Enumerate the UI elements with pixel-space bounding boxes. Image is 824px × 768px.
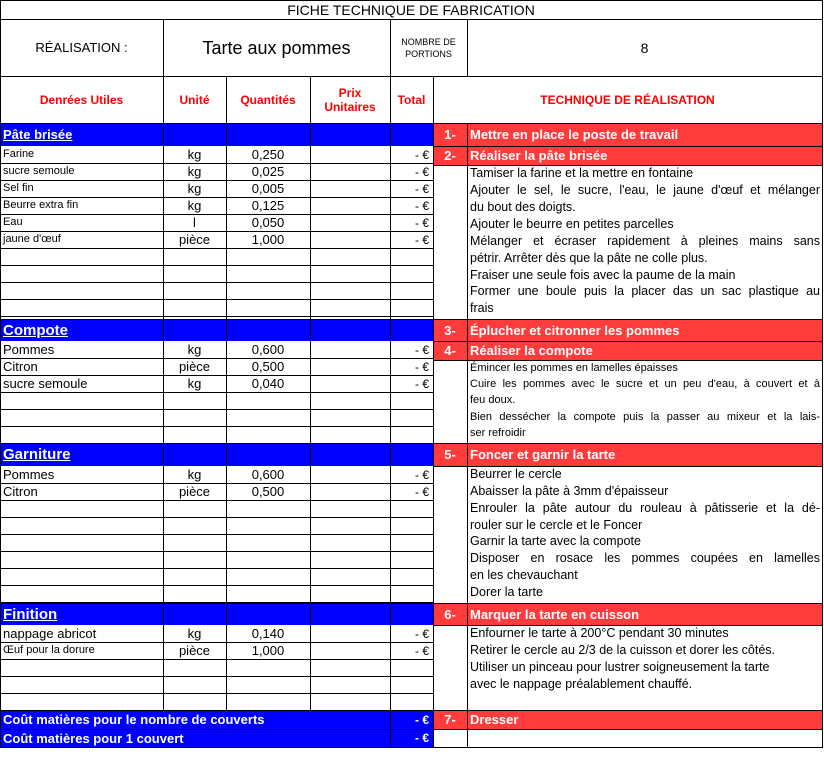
ingredient-unit: kg [187, 164, 202, 179]
header-technique: TECHNIQUE DE RÉALISATION [540, 92, 715, 107]
ingredient-unit: kg [187, 198, 202, 213]
instruction-line: ser refroidir [470, 427, 526, 440]
grid-line [0, 676, 434, 677]
instruction-line: Tamiser la farine et la mettre en fontaine [470, 166, 694, 181]
ingredient-name: Citron [3, 359, 38, 374]
instruction-line: Enfourner le tarte à 200°C pendant 30 minutes [470, 626, 729, 641]
header-total: Total [397, 92, 426, 107]
ingredient-name: Eau [3, 216, 23, 228]
step-label-7: Dresser [467, 710, 822, 729]
grid-line [310, 76, 311, 124]
grid-line [433, 165, 823, 166]
grid-line [0, 76, 823, 77]
section-title-0: Pâte brisée [0, 123, 163, 146]
grid-line [433, 319, 823, 320]
cout-total-value: - € [390, 710, 433, 729]
ingredient-qty: 1,000 [251, 643, 285, 658]
ingredient-qty: 0,050 [251, 215, 285, 230]
grid-line [433, 625, 823, 626]
ingredient-qty: 0,500 [251, 359, 285, 374]
instruction-line: Former une boule puis la placer das un sac plastique au [470, 284, 820, 299]
grid-line [433, 729, 823, 730]
section-bar-3 [163, 603, 433, 625]
instruction-line: Dorer la tarte [470, 584, 543, 599]
ingredient-name: Sel fin [3, 182, 34, 194]
grid-line [0, 426, 434, 427]
instruction-line: Mélanger et écraser rapidement à pleines mains sans [470, 233, 820, 248]
step-number-2: 2- [433, 146, 467, 165]
ingredient-qty: 0,250 [251, 147, 285, 162]
instruction-line: frais [470, 301, 494, 316]
grid-line [822, 0, 823, 748]
grid-line [0, 568, 434, 569]
step-label-3: Éplucher et citronner les pommes [467, 319, 822, 341]
grid-line [0, 282, 434, 283]
grid-line [0, 248, 434, 249]
ingredient-unit: kg [187, 147, 202, 162]
ingredient-name: Beurre extra fin [3, 199, 79, 211]
grid-line [163, 19, 164, 124]
grid-line [467, 19, 468, 77]
ingredient-qty: 0,140 [251, 626, 285, 641]
step-label-1: Mettre en place le poste de travail [467, 123, 822, 146]
grid-line [226, 76, 227, 124]
instruction-line: Ajouter le sel, le sucre, l'eau, le jaune d'œuf et mélanger [470, 182, 820, 197]
ingredient-qty: 0,600 [251, 467, 285, 482]
grid-line [0, 0, 823, 1]
grid-line [433, 603, 823, 604]
ingredient-total: - € [414, 164, 429, 179]
instruction-line: en les chevauchant [470, 567, 578, 582]
step-number-5: 5- [433, 443, 467, 466]
ingredient-total: - € [414, 376, 429, 391]
header-prix-line-1: Prix [338, 85, 362, 100]
ingredient-qty: 0,005 [251, 181, 285, 196]
step-number-7: 7- [433, 710, 467, 729]
section-title-2: Garniture [0, 443, 163, 466]
ingredient-name: Citron [3, 484, 38, 499]
instruction-line: feu doux. [470, 394, 516, 407]
section-bar-0 [163, 123, 433, 146]
section-title-3: Finition [0, 603, 163, 625]
instruction-line: Abaisser la pâte à 3mm d'épaisseur [470, 483, 669, 498]
grid-line [433, 466, 823, 467]
step-label-2: Réaliser la pâte brisée [467, 146, 822, 165]
ingredient-name: Œuf pour la dorure [3, 644, 95, 656]
header-denrees: Denrées Utiles [39, 92, 124, 107]
grid-line [0, 392, 434, 393]
instruction-line: avec le nappage préalablement chauffé. [470, 676, 693, 691]
grid-line [433, 710, 823, 711]
header-unite: Unité [179, 92, 210, 107]
ingredient-unit: pièce [178, 359, 211, 374]
instruction-line: pétrir. Arrêter dès que la pâte ne colle plus. [470, 250, 708, 265]
grid-line [0, 603, 434, 604]
step-number-6: 6- [433, 603, 467, 625]
ingredient-unit: pièce [178, 484, 211, 499]
grid-line [0, 551, 434, 552]
ingredient-qty: 0,125 [251, 198, 285, 213]
ingredient-total: - € [414, 467, 429, 482]
grid-line [390, 123, 391, 711]
step-label-4: Réaliser la compote [467, 341, 822, 360]
grid-line [163, 123, 164, 711]
ingredient-qty: 1,000 [251, 232, 285, 247]
ingredient-total: - € [414, 626, 429, 641]
grid-line [0, 409, 434, 410]
ingredient-total: - € [414, 232, 429, 247]
instruction-line: Retirer le cercle au 2/3 de la cuisson et dorer les côtés. [470, 642, 776, 657]
grid-line [433, 146, 823, 147]
ingredient-unit: l [193, 215, 196, 230]
ingredient-total: - € [414, 342, 429, 357]
ingredient-name: Pommes [3, 342, 55, 357]
step-number-3: 3- [433, 319, 467, 341]
ingredient-unit: kg [187, 181, 202, 196]
ingredient-name: sucre semoule [3, 376, 88, 391]
grid-line [390, 19, 391, 124]
grid-line [0, 316, 434, 317]
grid-line [433, 123, 434, 711]
instruction-line: Émincer les pommes en lamelles épaisses [470, 361, 678, 374]
section-title-1: Compote [0, 319, 163, 341]
ingredient-total: - € [414, 359, 429, 374]
grid-line [0, 534, 434, 535]
ingredient-unit: pièce [178, 232, 211, 247]
recipe-name: Tarte aux pommes [202, 37, 351, 58]
step-number-4: 4- [433, 341, 467, 360]
empty-cell [467, 729, 822, 747]
step-number-1: 1- [433, 123, 467, 146]
ingredient-unit: kg [187, 467, 202, 482]
ingredient-unit: kg [187, 342, 202, 357]
realisation-label: RÉALISATION : [35, 40, 128, 55]
grid-line [310, 123, 311, 711]
grid-line [433, 443, 823, 444]
grid-line [226, 123, 227, 711]
ingredient-qty: 0,040 [251, 376, 285, 391]
step-label-5: Foncer et garnir la tarte [467, 443, 822, 466]
section-bar-2 [163, 443, 433, 466]
portions-label [390, 19, 467, 76]
ingredient-name: Farine [3, 148, 35, 160]
ingredient-qty: 0,025 [251, 164, 285, 179]
portions-value: 8 [640, 39, 649, 56]
section-bar-1 [163, 319, 433, 341]
grid-line [467, 123, 468, 748]
grid-line [0, 0, 1, 748]
instruction-line: Enrouler la pâte autour du rouleau à pâtisserie et la dé- [470, 500, 820, 515]
ingredient-total: - € [414, 484, 429, 499]
ingredient-name: sucre semoule [3, 165, 75, 177]
ingredient-total: - € [414, 198, 429, 213]
ingredient-total: - € [414, 215, 429, 230]
cout-couvert-value: - € [390, 729, 433, 747]
ingredient-unit: kg [187, 376, 202, 391]
grid-line [433, 360, 823, 361]
grid-line [0, 443, 434, 444]
instruction-line: Utiliser un pinceau pour lustrer soigneusement la tarte [470, 659, 770, 674]
ingredient-unit: pièce [178, 643, 211, 658]
grid-line [0, 19, 823, 20]
grid-line [0, 123, 823, 124]
portions-label-line-2: PORTIONS [405, 48, 452, 59]
grid-line [0, 747, 823, 748]
cout-total-label: Coût matières pour le nombre de couverts [0, 710, 390, 729]
grid-line [433, 76, 434, 124]
cout-couvert-label: Coût matières pour 1 couvert [0, 729, 390, 747]
instruction-line: du bout des doigts. [470, 199, 576, 214]
instruction-line: Garnir la tarte avec la compote [470, 534, 641, 549]
instruction-line: Bien dessécher la compote puis la passer au mixeur et la lais- [470, 411, 820, 424]
grid-line [0, 500, 434, 501]
ingredient-qty: 0,500 [251, 484, 285, 499]
grid-line [0, 265, 434, 266]
grid-line [0, 585, 434, 586]
grid-line [0, 319, 434, 320]
grid-line [0, 693, 434, 694]
ingredient-unit: kg [187, 626, 202, 641]
instruction-line: rouler sur le cercle et le Foncer [470, 517, 643, 532]
grid-line [0, 517, 434, 518]
ingredient-total: - € [414, 147, 429, 162]
instruction-line: Ajouter le beurre en petites parcelles [470, 216, 674, 231]
grid-line [0, 710, 434, 711]
grid-line [0, 299, 434, 300]
grid-line [433, 341, 823, 342]
ingredient-total: - € [414, 181, 429, 196]
header-prix-line-2: Unitaires [324, 99, 376, 114]
instruction-line: Beurrer le cercle [470, 467, 562, 482]
ingredient-name: Pommes [3, 467, 55, 482]
grid-line [0, 729, 434, 730]
instruction-line: Disposer en rosace les pommes coupées en lamelles [470, 551, 820, 565]
instruction-line: Fraiser une seule fois avec la paume de la main [470, 267, 736, 282]
sheet-title: FICHE TECHNIQUE DE FABRICATION [287, 1, 535, 18]
ingredient-total: - € [414, 643, 429, 658]
grid-line [0, 659, 434, 660]
ingredient-qty: 0,600 [251, 342, 285, 357]
instruction-line: Cuire les pommes avec le sucre et un peu d'eau, à couvert et à [470, 378, 820, 391]
header-prix [310, 76, 390, 123]
portions-label-line-1: NOMBRE DE [401, 36, 456, 47]
header-quantites: Quantités [240, 92, 296, 107]
ingredient-name: jaune d'œuf [3, 233, 61, 245]
ingredient-name: nappage abricot [3, 626, 97, 641]
step-label-6: Marquer la tarte en cuisson [467, 603, 822, 625]
